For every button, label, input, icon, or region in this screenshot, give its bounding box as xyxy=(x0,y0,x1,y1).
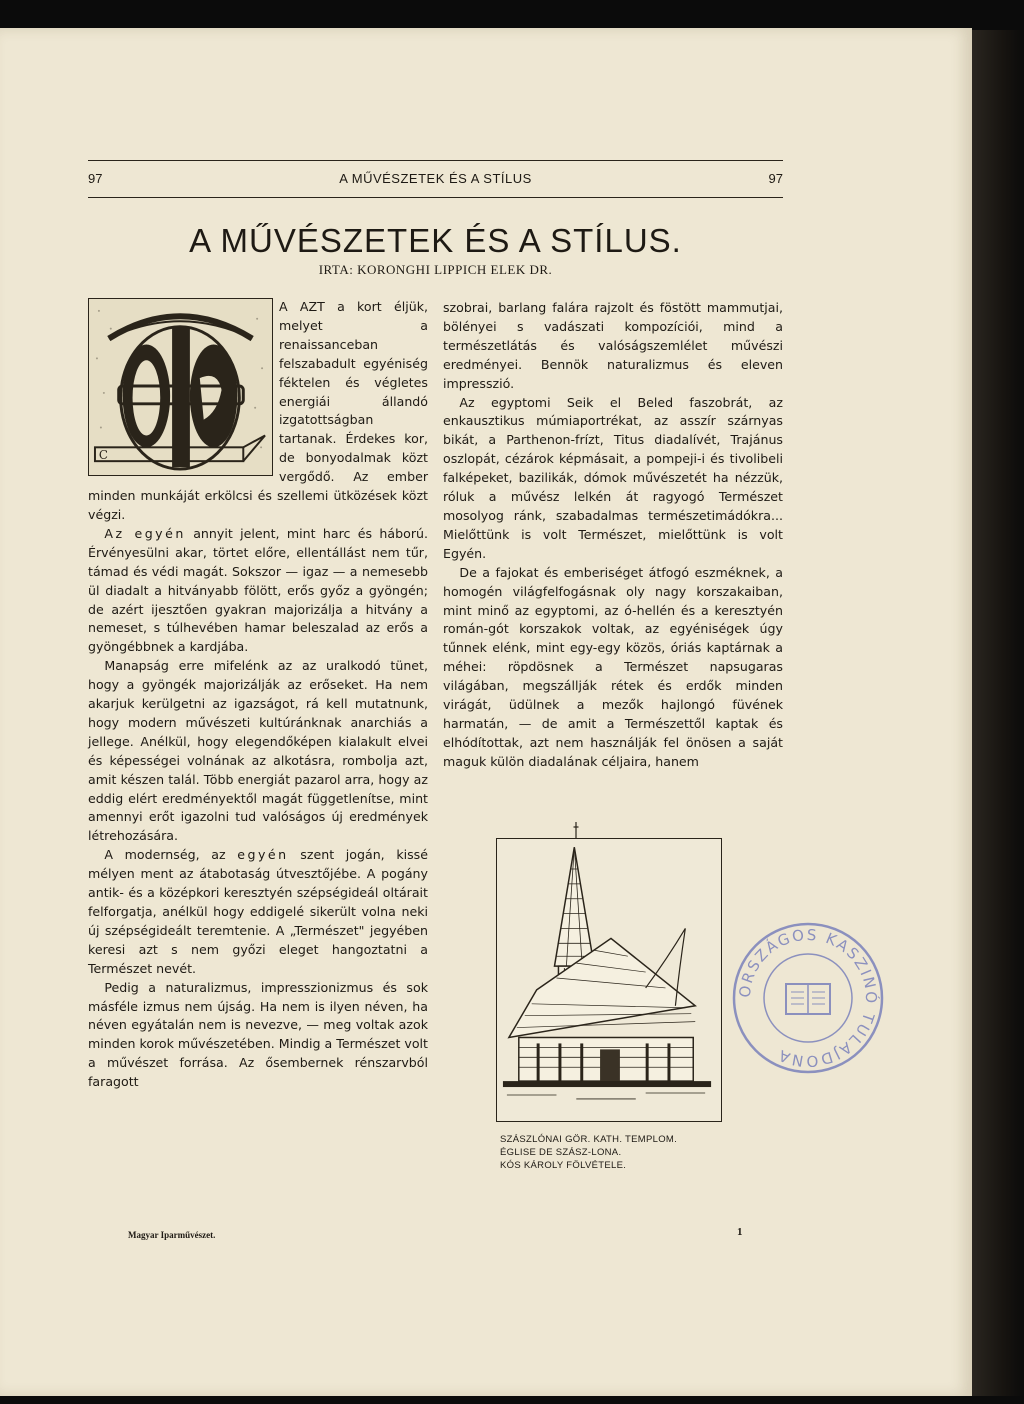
publication-footer: Magyar Iparművészet. xyxy=(128,1230,216,1240)
running-title: A MŰVÉSZETEK ÉS A STÍLUS xyxy=(339,171,532,186)
caption-line-3: KÓS KÁROLY FÖLVÉTELE. xyxy=(500,1160,627,1171)
library-stamp-icon xyxy=(728,918,888,1078)
svg-text:C: C xyxy=(98,448,109,463)
paragraph-4: A modernség, az egyén szent jogán, kissé mélyen ment az átabotaság útvesztőjébe. A pogány antik- és a középkori keresztyén szépségideál oltárait felforgatja, anélkül hogy eddigelé sikerült volna neki új szépségideált teremtenie. A „Természet" jegyében keresi azt s nem győzi eleget hangoztatni a Természet nevét. xyxy=(88,847,428,976)
ornamental-initial xyxy=(88,298,273,476)
ornamental-initial-icon xyxy=(89,299,272,475)
paragraph-1: A AZT a kort éljük, melyet a renaissanceban felszabadult egyéniség féktelen és végletes energiái állandó izgatottságban tartanak. Érdekes kor, de bonyodalmak közt vergődő. Az ember minden munkáját erkölcsi és szellemi ütközések közt végzi. xyxy=(88,299,428,522)
printer-signature: 1 xyxy=(737,1226,743,1238)
church-illustration xyxy=(496,838,722,1122)
book-spine xyxy=(972,30,1024,1396)
left-column xyxy=(88,298,428,1092)
paragraph-5: Pedig a naturalizmus, impresszionizmus és sok másféle izmus nem újság. Ha nem is ilyen néven, ha néven egyátalán nem is nevezve, — meg voltak azok minden korok művészetében. Mindig a Természet volt a művészet forrása. Az ősembernek rénszarvból faragott xyxy=(88,979,428,1090)
illustration-caption xyxy=(500,1133,760,1172)
page-number-right: 97 xyxy=(768,171,783,186)
emphasis-egyen: Az egyén xyxy=(104,525,186,541)
running-head xyxy=(88,160,783,198)
emphasis-egyen-2: egyén xyxy=(237,847,289,863)
paragraph-2: Az egyén annyit jelent, mint harc és háború. Érvényesülni akar, törtet előre, ellentállást nem tűr, támad és védi magát. Sokszor — igaz — a nemesebb ül diadalt a hitványabb fölött, erős győz a gyöngén; de azért ijesztően gyakran majorizálja a hitvány a nemeset, s túlhevében hamar beleszalad az erős a gyöngébbnek a kardjába. xyxy=(88,525,428,655)
paragraph-6: szobrai, barlang falára rajzolt és föstött mammutjai, bölényei s vadászati kompozíciói, mind a természetlátás és valóságszemlélet művészi eredményei. Bennök naturalizmus és eleven impresszió. xyxy=(443,300,783,391)
page-number-left: 97 xyxy=(88,171,103,186)
paragraph-7: Az egyptomi Seik el Beled faszobrát, az enkausztikus múmiaportrékat, az asszír szárnyas bikát, a Parthenon-frízt, Titus diadalívét, Trajánus oszlopát, cézárok képmásait, a pompeji-i és tivolibeli falképeket, bazilikák, dómok művészetét ha nézzük, róluk a művész lelkén át ragyogó Természet mosolyog ránk, szabadalmas természetimádókra... Mielőttünk is volt Természet, mielőttünk is volt Egyén. xyxy=(443,394,783,561)
caption-line-2: ÉGLISE DE SZÁSZ-LONA. xyxy=(500,1147,622,1158)
article-byline: IRTA: KORONGHI LIPPICH ELEK DR. xyxy=(318,262,553,277)
wooden-church-icon xyxy=(497,839,721,1121)
paragraph-3: Manapság erre mifelénk az az uralkodó tünet, hogy a gyöngék majorizálják az erőseket. Ha nem akarjuk kerülgetni az igazságot, rá kell mutatnunk, hogy modern művészeti kultúránknak anarchiás a jellege. Anélkül, hogy elegendőképen kialakult elvei és képességei volnának az alkotásra, rombolja azt, amit készen talál. Több energiát pazarol arra, hogy az eddig elért eredményektől magát függetlenítse, mint amennyi erőt igazolni tud valóságos új eredmények létrehozására. xyxy=(88,658,428,844)
article-title: A MŰVÉSZETEK ÉS A STÍLUS. xyxy=(189,222,682,259)
svg-text:ORSZÁGOS KASZINÓ TULAJDONA: ORSZÁGOS KASZINÓ TULAJDONA xyxy=(735,925,881,1071)
caption-line-1: SZÁSZLÓNAI GÖR. KATH. TEMPLOM. xyxy=(500,1134,678,1145)
paragraph-8: De a fajokat és emberiséget átfogó eszméknek, a homogén világfelfogásnak oly nagy korszakaiban, mint minő az egyptomi, az ó-hellén és a keresztyén román-gót korszakok voltak, az egyéniségek úgy tűnnek elénk, mint egy-egy közös, óriás kaptárnak a méhei: röpdösnek a Természet napsugaras világában, megszállják rétek és erdők minden virágát, üdülnek a mezők hajlongó füvének harmatán, — de amit a Természettől kaptak és elhódítottak, azt nem használják fel önösen a saját maguk külön diadalának céljaira, hanem xyxy=(443,564,783,769)
right-column xyxy=(443,299,783,772)
